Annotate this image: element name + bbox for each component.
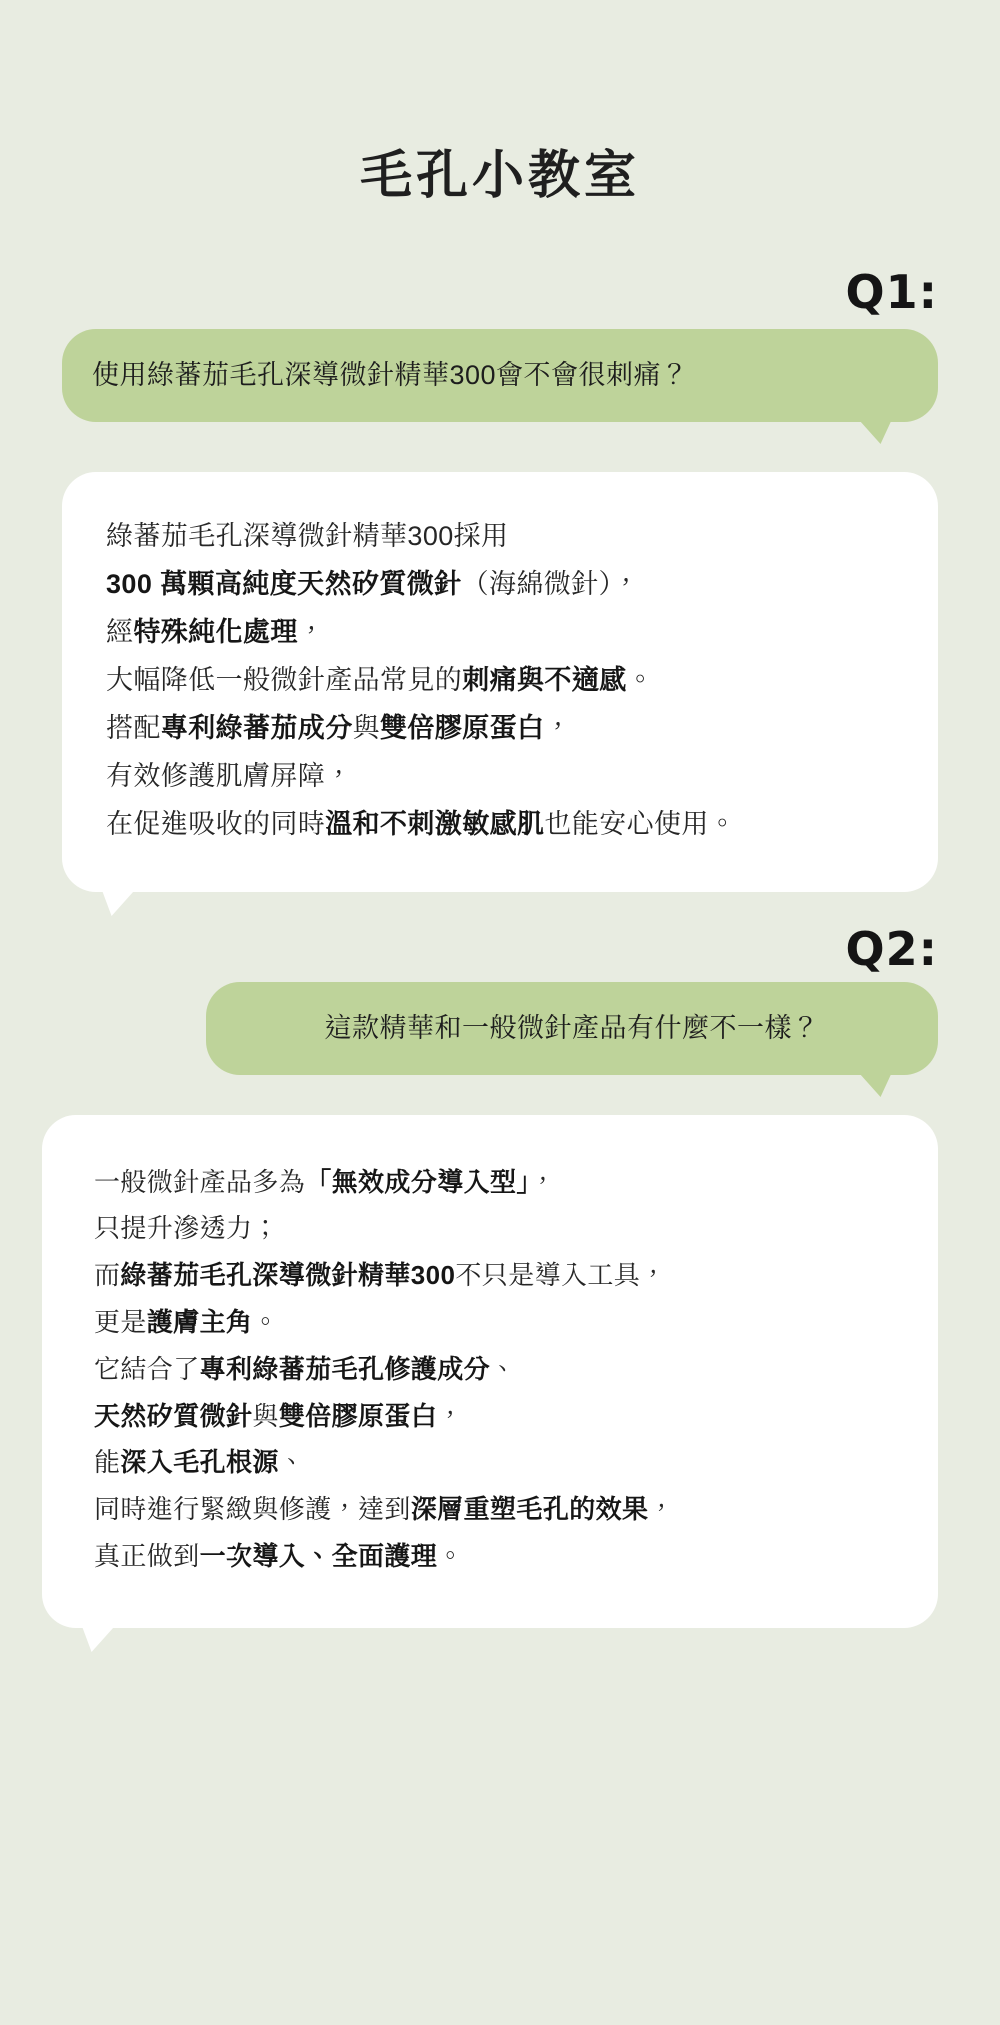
answer-line: 300 萬顆高純度天然矽質微針（海綿微針）， <box>106 568 640 599</box>
answer-line: 綠蕃茄毛孔深導微針精華300採用 <box>106 520 509 551</box>
answer-line: 搭配專利綠蕃茄成分與雙倍膠原蛋白， <box>106 712 572 743</box>
answer-line: 經特殊純化處理， <box>106 616 326 647</box>
page-root <box>0 35 1000 2025</box>
answer-line: 一般微針產品多為「無效成分導入型」， <box>94 1166 557 1197</box>
answer-line: 能深入毛孔根源、 <box>94 1447 306 1478</box>
answer-line: 真正做到一次導入、全面護理。 <box>94 1540 464 1571</box>
answer-line: 更是護膚主角。 <box>94 1306 279 1337</box>
page-title: 毛孔小教室 <box>359 146 640 205</box>
answer-line: 有效修護肌膚屏障， <box>106 760 353 791</box>
speech-tail-icon <box>80 1622 121 1652</box>
q2-label: Q2: <box>845 922 938 977</box>
q1-label: Q1: <box>845 265 938 320</box>
answer-line: 大幅降低一般微針產品常見的刺痛與不適感。 <box>106 664 655 695</box>
speech-tail-icon <box>853 1069 894 1097</box>
q1-label-row <box>0 265 1000 319</box>
answer-line: 在促進吸收的同時溫和不刺激敏感肌也能安心使用。 <box>106 809 737 839</box>
speech-tail-icon <box>853 416 894 444</box>
q1-answer-bubble <box>62 472 938 892</box>
q2-question-bubble <box>206 982 938 1075</box>
q1-question-text: 使用綠蕃茄毛孔深導微針精華300會不會很刺痛？ <box>92 360 689 391</box>
q2-label-row <box>0 922 1000 976</box>
answer-line: 而綠蕃茄毛孔深導微針精華300不只是導入工具， <box>94 1260 667 1291</box>
answer-line: 天然矽質微針與雙倍膠原蛋白， <box>94 1400 464 1431</box>
q1-question-bubble <box>62 329 938 422</box>
answer-line: 同時進行緊緻與修護，達到深層重塑毛孔的效果， <box>94 1494 675 1525</box>
q2-question-text: 這款精華和一般微針產品有什麼不一樣？ <box>324 1013 820 1044</box>
q2-answer-bubble <box>42 1115 938 1628</box>
answer-line: 它結合了專利綠蕃茄毛孔修護成分、 <box>94 1353 517 1384</box>
speech-tail-icon <box>100 886 141 916</box>
answer-line: 只提升滲透力； <box>94 1213 279 1244</box>
